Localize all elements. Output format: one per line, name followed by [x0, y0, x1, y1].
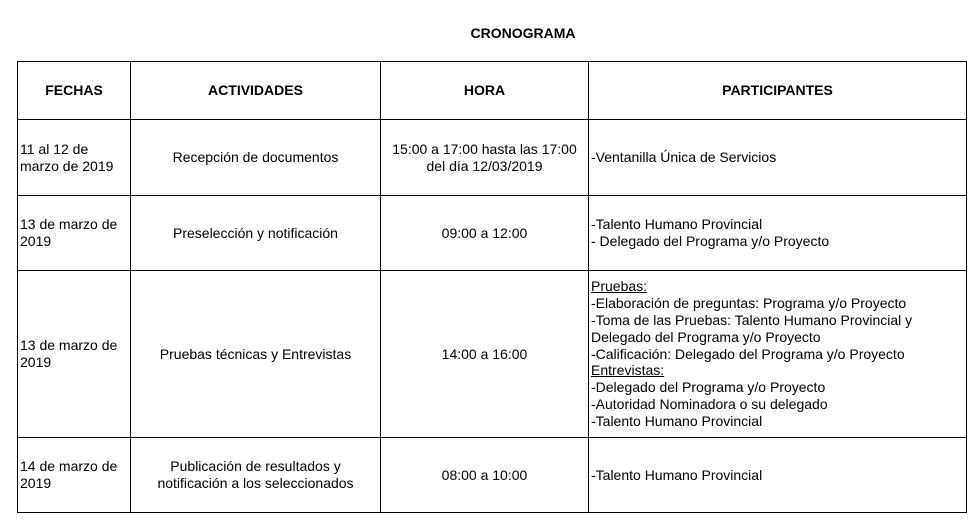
actividad-line: Recepción de documentos [172, 149, 339, 166]
actividad-line: Pruebas técnicas y Entrevistas [159, 345, 352, 362]
hora-line: 14:00 a 16:00 [441, 345, 528, 362]
table-header-row [18, 62, 967, 120]
table-row [18, 271, 967, 438]
participante-item: -Ventanilla Única de Servicios [591, 149, 777, 166]
cell-actividad [131, 196, 381, 271]
participante-item: -Elaboración de preguntas: Programa y/o Proyecto [591, 295, 907, 312]
fecha-line: marzo de 2019 [20, 157, 114, 174]
actividad-line: notificación a los seleccionados [157, 475, 354, 491]
participante-item: -Talento Humano Provincial [591, 412, 763, 429]
hora-line: 09:00 a 12:00 [441, 224, 528, 241]
page-title: CRONOGRAMA [470, 25, 576, 41]
table-row [18, 120, 967, 196]
fecha-line: 14 de marzo de [20, 458, 118, 475]
schedule-table [17, 61, 967, 513]
cell-participantes [589, 120, 967, 196]
cell-hora [381, 271, 589, 438]
hora-line: 15:00 a 17:00 hasta las 17:00 [392, 140, 577, 157]
participante-item: -Calificación: Delegado del Programa y/o Proyecto [591, 345, 905, 362]
hora-line: 08:00 a 10:00 [441, 466, 528, 483]
cell-actividad [131, 438, 381, 513]
participante-item: -Autoridad Nominadora o su delegado [591, 395, 828, 412]
participante-item: -Talento Humano Provincial [591, 216, 763, 233]
participante-item: -Talento Humano Provincial [591, 466, 763, 483]
fecha-line: 2019 [20, 354, 52, 370]
actividad-line: Preselección y notificación [173, 224, 338, 241]
cell-fecha [18, 438, 131, 513]
participante-item: - Delegado del Programa y/o Proyecto [591, 233, 830, 249]
cell-actividad [131, 120, 381, 196]
fecha-line: 13 de marzo de [20, 216, 118, 233]
pruebas-label: Pruebas: [591, 278, 648, 295]
cell-fecha [18, 271, 131, 438]
cell-hora [381, 196, 589, 271]
cell-hora [381, 438, 589, 513]
cell-participantes [589, 438, 967, 513]
header-actividades: ACTIVIDADES [131, 62, 381, 120]
participante-item: -Toma de las Pruebas: Talento Humano Provincial y [591, 312, 913, 328]
table-row [18, 438, 967, 513]
participante-item: Delegado del Programa y/o Proyecto [591, 328, 821, 345]
fecha-line: 2019 [20, 233, 52, 249]
fecha-line: 2019 [20, 475, 52, 491]
cell-participantes [589, 196, 967, 271]
cell-fecha [18, 196, 131, 271]
table-row [18, 196, 967, 271]
fecha-line: 13 de marzo de [20, 337, 118, 354]
actividad-line: Publicación de resultados y [170, 458, 341, 475]
cell-hora [381, 120, 589, 196]
header-participantes: PARTICIPANTES [589, 62, 967, 120]
header-fechas: FECHAS [18, 62, 131, 120]
header-hora: HORA [381, 62, 589, 120]
fecha-line: 11 al 12 de [20, 140, 89, 157]
cell-actividad [131, 271, 381, 438]
hora-line: del día 12/03/2019 [426, 157, 543, 174]
participante-item: -Delegado del Programa y/o Proyecto [591, 379, 826, 396]
entrevistas-label: Entrevistas: [591, 362, 665, 379]
cell-participantes [589, 271, 967, 438]
cell-fecha [18, 120, 131, 196]
